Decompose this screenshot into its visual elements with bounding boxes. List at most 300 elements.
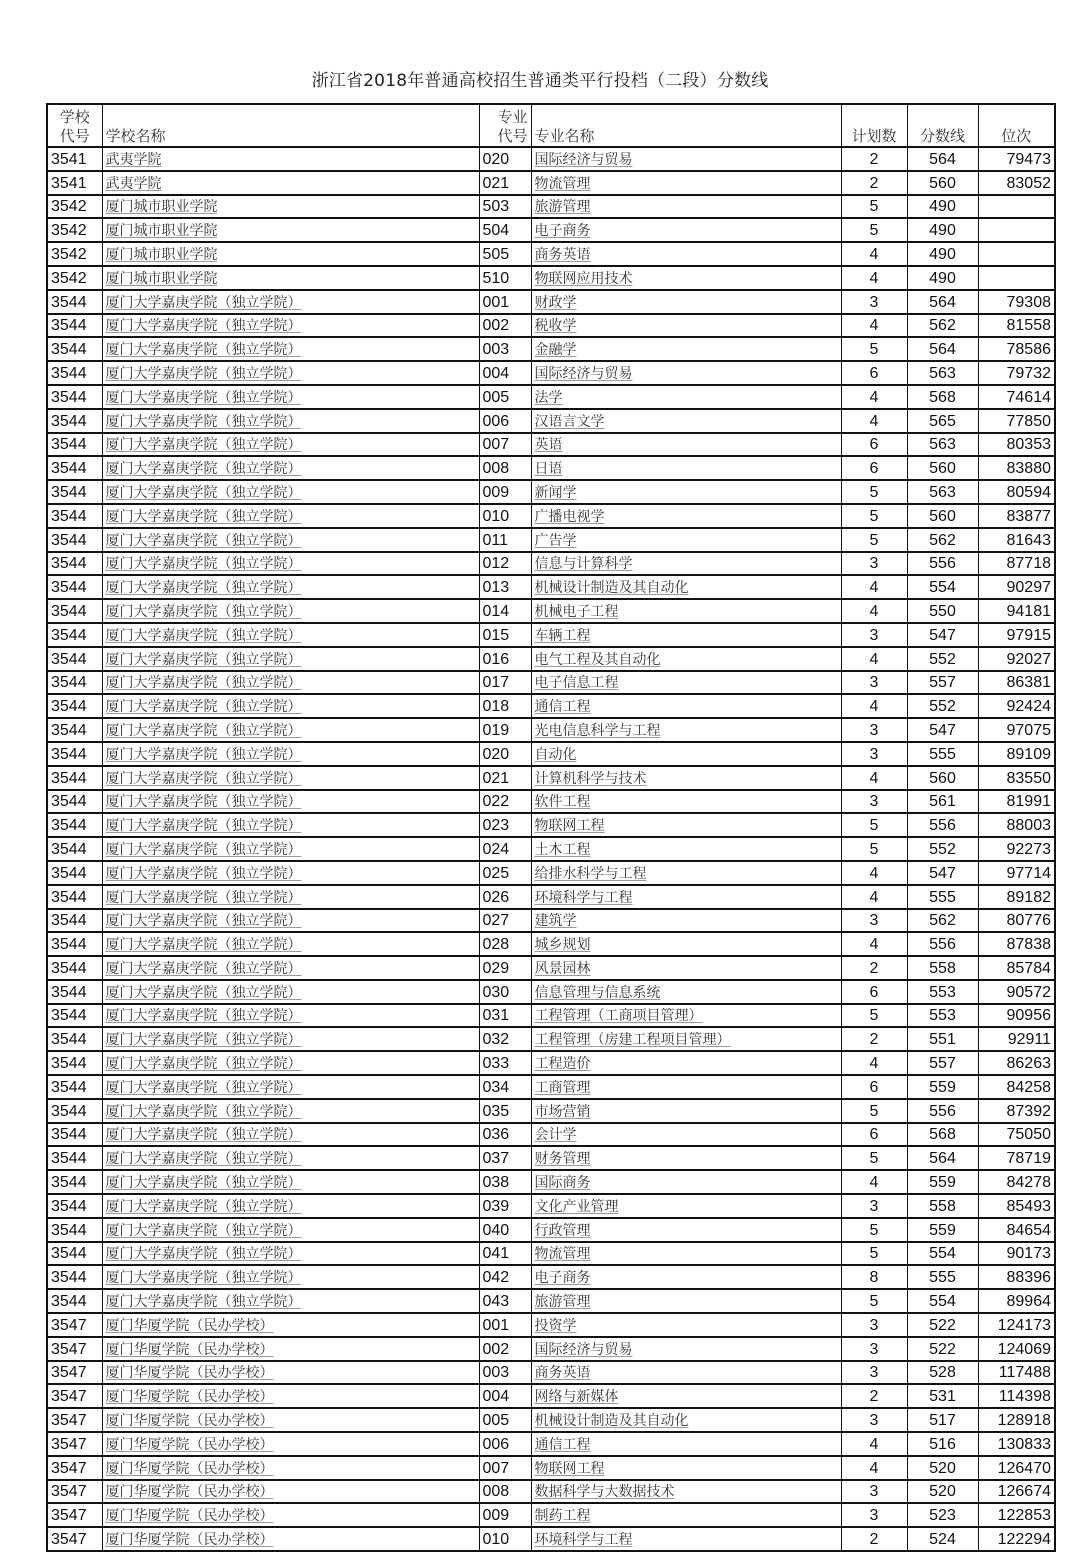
cell-rank: 80776 [978, 909, 1055, 933]
cell-school-name: 厦门大学嘉庚学院（独立学院） [102, 623, 479, 647]
cell-major-name: 财务管理 [531, 1146, 841, 1170]
table-row [47, 909, 1055, 933]
cell-plan: 4 [841, 242, 907, 266]
cell-school-code: 3547 [47, 1337, 102, 1361]
cell-school-name: 厦门大学嘉庚学院（独立学院） [102, 1194, 479, 1218]
cell-score: 563 [907, 361, 978, 385]
cell-rank: 126470 [978, 1456, 1055, 1480]
cell-major-code: 043 [479, 1289, 531, 1313]
cell-school-code: 3547 [47, 1527, 102, 1551]
cell-major-name: 土木工程 [531, 837, 841, 861]
cell-major-code: 007 [479, 1456, 531, 1480]
cell-school-code: 3547 [47, 1408, 102, 1432]
cell-major-name: 自动化 [531, 742, 841, 766]
cell-plan: 3 [841, 790, 907, 814]
cell-rank: 90297 [978, 575, 1055, 599]
table-row [47, 1027, 1055, 1051]
cell-plan: 4 [841, 694, 907, 718]
cell-school-name: 厦门大学嘉庚学院（独立学院） [102, 1075, 479, 1099]
cell-school-code: 3544 [47, 813, 102, 837]
cell-school-name: 厦门华厦学院（民办学校） [102, 1480, 479, 1504]
cell-plan: 3 [841, 623, 907, 647]
cell-major-code: 039 [479, 1194, 531, 1218]
cell-major-code: 004 [479, 1384, 531, 1408]
cell-rank: 79308 [978, 290, 1055, 314]
cell-school-name: 厦门大学嘉庚学院（独立学院） [102, 1051, 479, 1075]
cell-school-name: 厦门大学嘉庚学院（独立学院） [102, 813, 479, 837]
cell-plan: 6 [841, 1075, 907, 1099]
cell-major-name: 国际商务 [531, 1170, 841, 1194]
cell-school-name: 厦门大学嘉庚学院（独立学院） [102, 742, 479, 766]
cell-school-name: 厦门华厦学院（民办学校） [102, 1408, 479, 1432]
cell-rank: 90572 [978, 980, 1055, 1004]
table-row [47, 1242, 1055, 1266]
table-row [47, 956, 1055, 980]
cell-rank: 97075 [978, 718, 1055, 742]
cell-score: 559 [907, 1075, 978, 1099]
cell-school-name: 厦门大学嘉庚学院（独立学院） [102, 409, 479, 433]
cell-rank: 124069 [978, 1337, 1055, 1361]
cell-score: 516 [907, 1432, 978, 1456]
cell-rank: 85493 [978, 1194, 1055, 1218]
cell-rank: 92027 [978, 647, 1055, 671]
cell-school-code: 3544 [47, 647, 102, 671]
cell-school-name: 厦门华厦学院（民办学校） [102, 1313, 479, 1337]
cell-school-code: 3542 [47, 266, 102, 290]
cell-school-code: 3544 [47, 1265, 102, 1289]
cell-school-name: 厦门大学嘉庚学院（独立学院） [102, 1265, 479, 1289]
cell-major-name: 工商管理 [531, 1075, 841, 1099]
table-row [47, 1218, 1055, 1242]
cell-rank: 83880 [978, 456, 1055, 480]
table-row [47, 1004, 1055, 1028]
cell-score: 552 [907, 694, 978, 718]
cell-school-name: 厦门城市职业学院 [102, 266, 479, 290]
cell-major-name: 文化产业管理 [531, 1194, 841, 1218]
cell-school-name: 厦门大学嘉庚学院（独立学院） [102, 528, 479, 552]
cell-plan: 5 [841, 813, 907, 837]
cell-major-code: 040 [479, 1218, 531, 1242]
table-row [47, 1384, 1055, 1408]
cell-score: 564 [907, 290, 978, 314]
cell-major-name: 国际经济与贸易 [531, 361, 841, 385]
cell-major-code: 003 [479, 1361, 531, 1385]
cell-rank: 86381 [978, 671, 1055, 695]
cell-major-name: 光电信息科学与工程 [531, 718, 841, 742]
cell-school-code: 3544 [47, 314, 102, 338]
cell-school-code: 3541 [47, 171, 102, 195]
cell-score: 564 [907, 1146, 978, 1170]
cell-school-code: 3544 [47, 599, 102, 623]
cell-plan: 3 [841, 1337, 907, 1361]
cell-plan: 4 [841, 409, 907, 433]
cell-school-name: 厦门大学嘉庚学院（独立学院） [102, 1170, 479, 1194]
cell-school-name: 厦门大学嘉庚学院（独立学院） [102, 1218, 479, 1242]
cell-school-code: 3544 [47, 694, 102, 718]
cell-plan: 2 [841, 956, 907, 980]
cell-major-name: 投资学 [531, 1313, 841, 1337]
cell-school-name: 厦门城市职业学院 [102, 242, 479, 266]
cell-plan: 4 [841, 1456, 907, 1480]
cell-major-code: 022 [479, 790, 531, 814]
cell-school-name: 厦门大学嘉庚学院（独立学院） [102, 766, 479, 790]
cell-rank: 89964 [978, 1289, 1055, 1313]
cell-major-name: 电子商务 [531, 218, 841, 242]
cell-major-code: 020 [479, 742, 531, 766]
cell-major-code: 004 [479, 361, 531, 385]
cell-major-code: 510 [479, 266, 531, 290]
cell-rank: 77850 [978, 409, 1055, 433]
cell-rank: 81991 [978, 790, 1055, 814]
header-school-code [47, 104, 102, 147]
header-major-code-line2: 代号 [497, 127, 528, 145]
cell-plan: 5 [841, 218, 907, 242]
cell-school-name: 厦门大学嘉庚学院（独立学院） [102, 932, 479, 956]
cell-rank: 88396 [978, 1265, 1055, 1289]
cell-plan: 4 [841, 599, 907, 623]
cell-plan: 4 [841, 266, 907, 290]
cell-score: 490 [907, 242, 978, 266]
cell-major-name: 建筑学 [531, 909, 841, 933]
table-body [47, 147, 1055, 1551]
cell-score: 555 [907, 1265, 978, 1289]
cell-plan: 6 [841, 361, 907, 385]
cell-score: 560 [907, 766, 978, 790]
cell-score: 553 [907, 1004, 978, 1028]
cell-school-code: 3544 [47, 623, 102, 647]
cell-plan: 6 [841, 456, 907, 480]
cell-school-code: 3544 [47, 837, 102, 861]
cell-rank: 130833 [978, 1432, 1055, 1456]
cell-plan: 4 [841, 1051, 907, 1075]
cell-score: 564 [907, 147, 978, 171]
cell-rank: 92273 [978, 837, 1055, 861]
cell-score: 563 [907, 480, 978, 504]
table-row [47, 195, 1055, 219]
header-major-name: 专业名称 [531, 104, 841, 147]
cell-school-code: 3542 [47, 218, 102, 242]
table-row [47, 290, 1055, 314]
cell-school-name: 厦门城市职业学院 [102, 195, 479, 219]
table-row [47, 361, 1055, 385]
cell-score: 559 [907, 1170, 978, 1194]
cell-score: 520 [907, 1456, 978, 1480]
cell-school-code: 3547 [47, 1456, 102, 1480]
cell-plan: 4 [841, 932, 907, 956]
cell-school-name: 厦门华厦学院（民办学校） [102, 1432, 479, 1456]
cell-major-code: 035 [479, 1099, 531, 1123]
cell-plan: 6 [841, 980, 907, 1004]
cell-rank: 83877 [978, 504, 1055, 528]
table-row [47, 218, 1055, 242]
cell-school-code: 3544 [47, 337, 102, 361]
cell-major-name: 日语 [531, 456, 841, 480]
cell-rank: 97915 [978, 623, 1055, 647]
cell-major-name: 制药工程 [531, 1503, 841, 1527]
cell-school-name: 厦门大学嘉庚学院（独立学院） [102, 956, 479, 980]
table-row [47, 623, 1055, 647]
cell-school-name: 厦门大学嘉庚学院（独立学院） [102, 837, 479, 861]
cell-school-name: 厦门大学嘉庚学院（独立学院） [102, 980, 479, 1004]
table-row [47, 1099, 1055, 1123]
cell-rank: 83052 [978, 171, 1055, 195]
cell-school-name: 厦门大学嘉庚学院（独立学院） [102, 1289, 479, 1313]
cell-major-code: 018 [479, 694, 531, 718]
cell-school-code: 3544 [47, 1146, 102, 1170]
cell-major-code: 028 [479, 932, 531, 956]
cell-major-name: 旅游管理 [531, 195, 841, 219]
cell-score: 490 [907, 266, 978, 290]
cell-plan: 5 [841, 1242, 907, 1266]
cell-rank: 81558 [978, 314, 1055, 338]
cell-major-name: 商务英语 [531, 242, 841, 266]
table-row [47, 1337, 1055, 1361]
table-row [47, 1432, 1055, 1456]
cell-school-name: 厦门大学嘉庚学院（独立学院） [102, 1027, 479, 1051]
cell-school-name: 厦门大学嘉庚学院（独立学院） [102, 1099, 479, 1123]
cell-major-code: 032 [479, 1027, 531, 1051]
cell-school-name: 厦门城市职业学院 [102, 218, 479, 242]
cell-rank: 89109 [978, 742, 1055, 766]
cell-school-code: 3544 [47, 1218, 102, 1242]
cell-plan: 3 [841, 1480, 907, 1504]
table-row [47, 433, 1055, 457]
cell-rank: 87392 [978, 1099, 1055, 1123]
cell-school-code: 3544 [47, 409, 102, 433]
cell-school-code: 3544 [47, 790, 102, 814]
cell-school-code: 3544 [47, 575, 102, 599]
cell-score: 559 [907, 1218, 978, 1242]
cell-plan: 4 [841, 861, 907, 885]
cell-major-name: 商务英语 [531, 1361, 841, 1385]
cell-school-name: 武夷学院 [102, 147, 479, 171]
cell-major-name: 国际经济与贸易 [531, 1337, 841, 1361]
cell-school-name: 厦门华厦学院（民办学校） [102, 1361, 479, 1385]
table-row [47, 385, 1055, 409]
cell-school-name: 厦门大学嘉庚学院（独立学院） [102, 456, 479, 480]
cell-score: 554 [907, 1289, 978, 1313]
cell-major-name: 环境科学与工程 [531, 1527, 841, 1551]
cell-major-name: 电气工程及其自动化 [531, 647, 841, 671]
cell-rank: 114398 [978, 1384, 1055, 1408]
cell-school-code: 3542 [47, 195, 102, 219]
cell-school-name: 厦门大学嘉庚学院（独立学院） [102, 694, 479, 718]
cell-major-code: 020 [479, 147, 531, 171]
cell-plan: 6 [841, 1123, 907, 1147]
table-row [47, 1480, 1055, 1504]
cell-school-code: 3544 [47, 1289, 102, 1313]
cell-school-code: 3544 [47, 456, 102, 480]
header-major-code-line1: 专业 [497, 108, 528, 126]
cell-major-code: 017 [479, 671, 531, 695]
table-row [47, 552, 1055, 576]
cell-major-name: 环境科学与工程 [531, 885, 841, 909]
cell-major-code: 504 [479, 218, 531, 242]
table-row [47, 1503, 1055, 1527]
cell-school-name: 厦门大学嘉庚学院（独立学院） [102, 337, 479, 361]
cell-major-code: 008 [479, 456, 531, 480]
cell-score: 553 [907, 980, 978, 1004]
cell-rank: 74614 [978, 385, 1055, 409]
cell-score: 568 [907, 1123, 978, 1147]
cell-rank [978, 195, 1055, 219]
cell-score: 555 [907, 885, 978, 909]
cell-rank: 78719 [978, 1146, 1055, 1170]
table-row [47, 409, 1055, 433]
cell-school-code: 3547 [47, 1361, 102, 1385]
cell-major-name: 计算机科学与技术 [531, 766, 841, 790]
cell-school-name: 厦门大学嘉庚学院（独立学院） [102, 361, 479, 385]
cell-major-name: 广告学 [531, 528, 841, 552]
cell-major-name: 给排水科学与工程 [531, 861, 841, 885]
cell-major-name: 信息与计算科学 [531, 552, 841, 576]
cell-school-code: 3544 [47, 1004, 102, 1028]
cell-rank: 84258 [978, 1075, 1055, 1099]
table-row [47, 1146, 1055, 1170]
cell-major-code: 008 [479, 1480, 531, 1504]
table-row [47, 694, 1055, 718]
cell-major-name: 税收学 [531, 314, 841, 338]
cell-score: 564 [907, 337, 978, 361]
cell-rank: 117488 [978, 1361, 1055, 1385]
cell-major-code: 019 [479, 718, 531, 742]
cell-rank: 94181 [978, 599, 1055, 623]
table-row [47, 1170, 1055, 1194]
cell-school-name: 厦门大学嘉庚学院（独立学院） [102, 433, 479, 457]
cell-plan: 5 [841, 480, 907, 504]
cell-score: 563 [907, 433, 978, 457]
cell-school-code: 3544 [47, 1051, 102, 1075]
cell-score: 555 [907, 742, 978, 766]
cell-score: 558 [907, 956, 978, 980]
cell-rank: 79473 [978, 147, 1055, 171]
cell-major-code: 031 [479, 1004, 531, 1028]
cell-major-code: 013 [479, 575, 531, 599]
cell-score: 547 [907, 718, 978, 742]
cell-plan: 3 [841, 1313, 907, 1337]
cell-major-code: 007 [479, 433, 531, 457]
table-row [47, 813, 1055, 837]
cell-rank: 87838 [978, 932, 1055, 956]
cell-score: 556 [907, 1099, 978, 1123]
cell-major-code: 038 [479, 1170, 531, 1194]
cell-major-name: 金融学 [531, 337, 841, 361]
cell-rank: 88003 [978, 813, 1055, 837]
cell-major-code: 009 [479, 1503, 531, 1527]
cell-school-name: 厦门大学嘉庚学院（独立学院） [102, 385, 479, 409]
table-row [47, 1265, 1055, 1289]
cell-major-code: 030 [479, 980, 531, 1004]
cell-school-name: 厦门华厦学院（民办学校） [102, 1456, 479, 1480]
cell-rank: 122294 [978, 1527, 1055, 1551]
cell-school-code: 3544 [47, 909, 102, 933]
cell-score: 557 [907, 1051, 978, 1075]
cell-school-name: 厦门华厦学院（民办学校） [102, 1503, 479, 1527]
cell-major-code: 001 [479, 290, 531, 314]
cell-score: 490 [907, 218, 978, 242]
table-row [47, 766, 1055, 790]
cell-score: 556 [907, 552, 978, 576]
cell-school-code: 3544 [47, 980, 102, 1004]
table-row [47, 837, 1055, 861]
cell-score: 528 [907, 1361, 978, 1385]
cell-plan: 5 [841, 337, 907, 361]
cell-major-code: 005 [479, 385, 531, 409]
cell-score: 556 [907, 813, 978, 837]
cell-major-code: 009 [479, 480, 531, 504]
table-row [47, 528, 1055, 552]
cell-major-name: 数据科学与大数据技术 [531, 1480, 841, 1504]
table-row [47, 932, 1055, 956]
cell-major-code: 021 [479, 766, 531, 790]
cell-major-code: 036 [479, 1123, 531, 1147]
cell-major-name: 工程造价 [531, 1051, 841, 1075]
cell-score: 568 [907, 385, 978, 409]
cell-school-code: 3544 [47, 861, 102, 885]
cell-school-code: 3544 [47, 932, 102, 956]
cell-rank: 84278 [978, 1170, 1055, 1194]
cell-major-name: 国际经济与贸易 [531, 147, 841, 171]
cell-major-name: 车辆工程 [531, 623, 841, 647]
cell-major-code: 042 [479, 1265, 531, 1289]
cell-school-name: 厦门大学嘉庚学院（独立学院） [102, 861, 479, 885]
header-school-name: 学校名称 [102, 104, 479, 147]
cell-plan: 5 [841, 1289, 907, 1313]
cell-major-name: 通信工程 [531, 694, 841, 718]
cell-major-code: 024 [479, 837, 531, 861]
header-score: 分数线 [907, 104, 978, 147]
cell-major-name: 机械设计制造及其自动化 [531, 575, 841, 599]
cell-score: 562 [907, 314, 978, 338]
cell-rank: 92424 [978, 694, 1055, 718]
cell-school-code: 3544 [47, 671, 102, 695]
cell-major-code: 025 [479, 861, 531, 885]
cell-major-name: 法学 [531, 385, 841, 409]
cell-major-name: 新闻学 [531, 480, 841, 504]
cell-rank [978, 266, 1055, 290]
cell-score: 562 [907, 909, 978, 933]
cell-major-name: 机械设计制造及其自动化 [531, 1408, 841, 1432]
cell-major-code: 041 [479, 1242, 531, 1266]
cell-plan: 4 [841, 1432, 907, 1456]
cell-plan: 5 [841, 1004, 907, 1028]
table-row [47, 647, 1055, 671]
cell-school-code: 3544 [47, 504, 102, 528]
cell-score: 552 [907, 837, 978, 861]
cell-score: 554 [907, 1242, 978, 1266]
header-plan: 计划数 [841, 104, 907, 147]
cell-school-code: 3544 [47, 552, 102, 576]
cell-score: 547 [907, 623, 978, 647]
cell-score: 556 [907, 932, 978, 956]
cell-school-code: 3547 [47, 1432, 102, 1456]
cell-plan: 3 [841, 290, 907, 314]
cell-major-code: 034 [479, 1075, 531, 1099]
cell-school-code: 3544 [47, 885, 102, 909]
cell-score: 547 [907, 861, 978, 885]
table-row [47, 314, 1055, 338]
cell-school-code: 3544 [47, 290, 102, 314]
cell-school-code: 3544 [47, 385, 102, 409]
cell-major-name: 旅游管理 [531, 1289, 841, 1313]
cell-major-code: 037 [479, 1146, 531, 1170]
table-row [47, 790, 1055, 814]
cell-rank [978, 242, 1055, 266]
cell-rank: 80594 [978, 480, 1055, 504]
cell-school-code: 3542 [47, 242, 102, 266]
cell-school-code: 3544 [47, 528, 102, 552]
cell-plan: 4 [841, 885, 907, 909]
